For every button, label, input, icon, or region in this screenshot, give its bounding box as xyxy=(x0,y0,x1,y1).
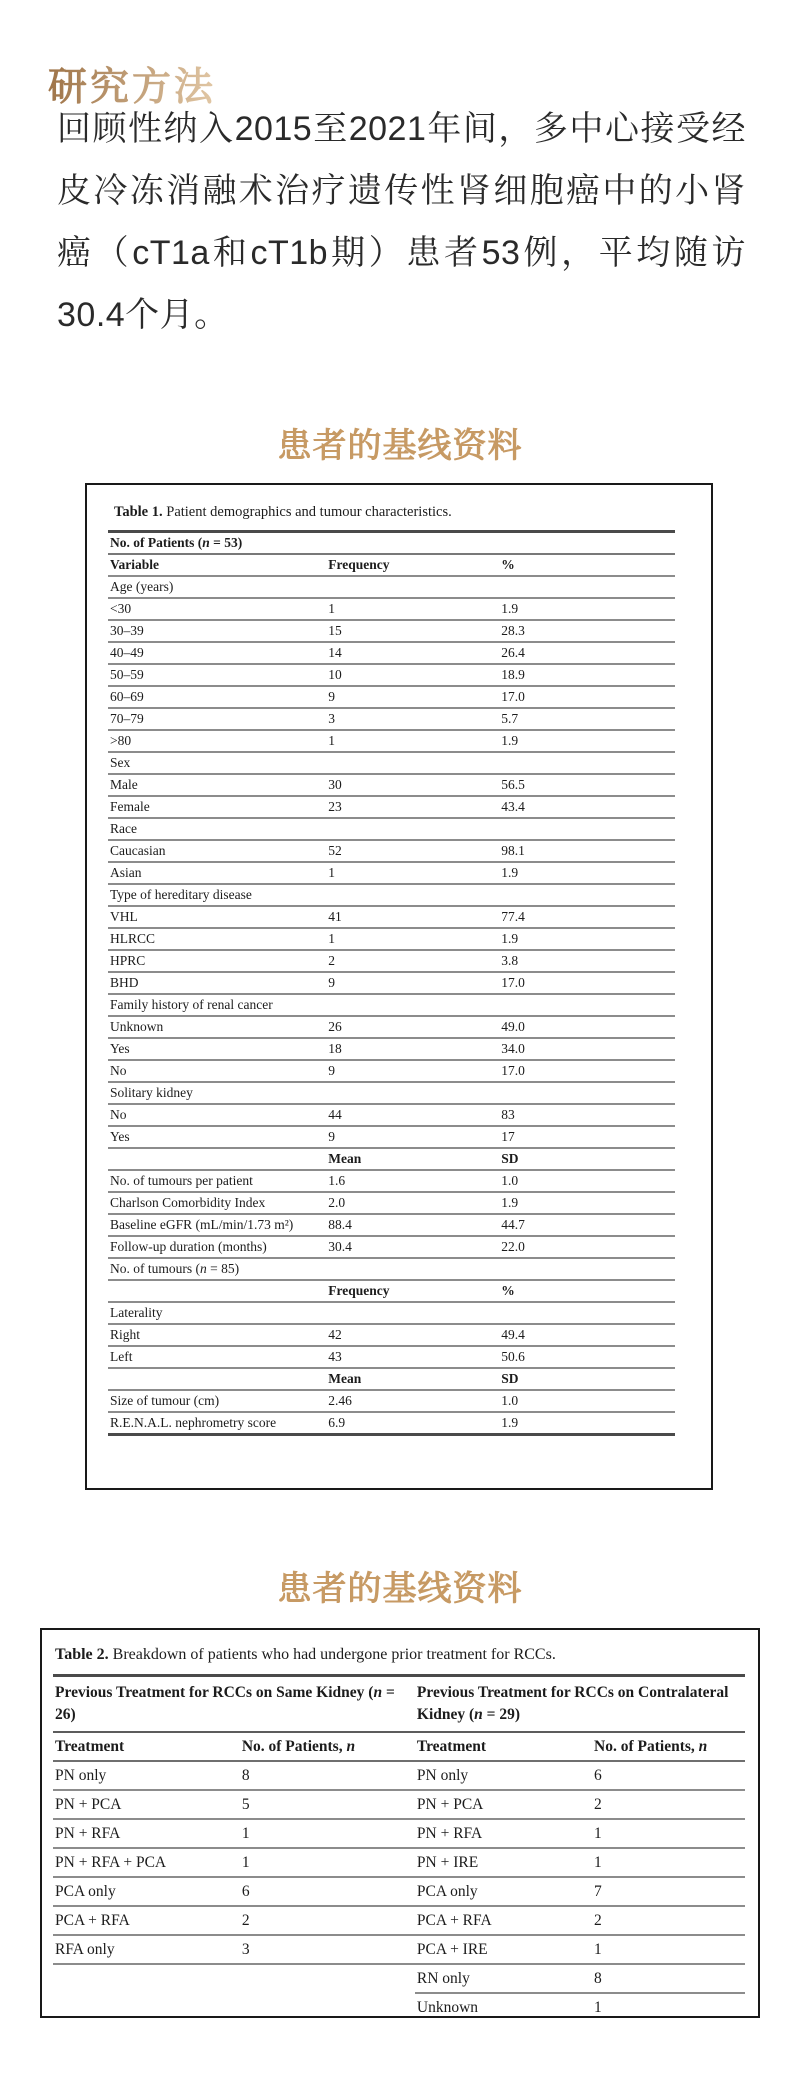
table1-row xyxy=(108,642,675,664)
table2-cell: 1 xyxy=(240,1819,415,1848)
table1-cell: Yes xyxy=(108,1038,326,1060)
table1-caption-label: Table 1. xyxy=(114,504,163,520)
table2-column-header: No. of Patients, n xyxy=(240,1732,415,1761)
table2-row xyxy=(53,1848,745,1877)
table1-cell: 30–39 xyxy=(108,620,326,642)
table2-cell: RN only xyxy=(415,1964,592,1993)
table1-cell: 1.9 xyxy=(499,1412,675,1435)
table1-row xyxy=(108,972,675,994)
table1-row xyxy=(108,598,675,620)
table1-cell: Mean xyxy=(326,1148,499,1170)
table2-cell xyxy=(53,1993,240,2018)
table1-cell: 17.0 xyxy=(499,1060,675,1082)
table1-row xyxy=(108,576,675,598)
table1-cell: Mean xyxy=(326,1368,499,1390)
table1-cell: Size of tumour (cm) xyxy=(108,1390,326,1412)
table1-cell: 17.0 xyxy=(499,686,675,708)
table2-cell: PN only xyxy=(53,1761,240,1790)
table1-cell: 6.9 xyxy=(326,1412,499,1435)
table1-row xyxy=(108,906,675,928)
table1-cell: 3.8 xyxy=(499,950,675,972)
table1-cell: SD xyxy=(499,1148,675,1170)
table2-cell: PN + PCA xyxy=(415,1790,592,1819)
table1-cell: 18.9 xyxy=(499,664,675,686)
table1-row xyxy=(108,1170,675,1192)
table2-cell: PN + IRE xyxy=(415,1848,592,1877)
table2-cell xyxy=(53,1964,240,1993)
table1-cell: SD xyxy=(499,1368,675,1390)
table2-column-header-row xyxy=(53,1732,745,1761)
table1-cell: 28.3 xyxy=(499,620,675,642)
table2-cell: 6 xyxy=(592,1761,745,1790)
table2-cell: 3 xyxy=(240,1935,415,1964)
table1-cell: 60–69 xyxy=(108,686,326,708)
table2-cell xyxy=(240,1964,415,1993)
table1-cell: 3 xyxy=(326,708,499,730)
table1-cell: 2.46 xyxy=(326,1390,499,1412)
table1-cell: 1 xyxy=(326,730,499,752)
table2-cell: 1 xyxy=(592,1993,745,2018)
table1-cell: 1 xyxy=(326,598,499,620)
table1-cell: 5.7 xyxy=(499,708,675,730)
table1 xyxy=(108,530,675,1436)
table2-cell: 2 xyxy=(240,1906,415,1935)
table1-cell: 44 xyxy=(326,1104,499,1126)
table1-row xyxy=(108,1390,675,1412)
table1-cell: 49.0 xyxy=(499,1016,675,1038)
table1-cell: 1.0 xyxy=(499,1170,675,1192)
table2-cell: Unknown xyxy=(415,1993,592,2018)
table1-cell: No. of tumours per patient xyxy=(108,1170,326,1192)
table2-cell: 2 xyxy=(592,1790,745,1819)
table1-cell: 26 xyxy=(326,1016,499,1038)
table2-cell: PN + PCA xyxy=(53,1790,240,1819)
table1-row xyxy=(108,1104,675,1126)
table1-cell: 98.1 xyxy=(499,840,675,862)
table1-cell: Frequency xyxy=(326,1280,499,1302)
table1-cell: 1.9 xyxy=(499,862,675,884)
table1-figure xyxy=(85,483,713,1490)
table2-cell: PN + RFA xyxy=(53,1819,240,1848)
table2-column-header: Treatment xyxy=(415,1732,592,1761)
table1-row xyxy=(108,950,675,972)
table1-cell: Sex xyxy=(108,752,675,774)
table2-cell: PCA only xyxy=(53,1877,240,1906)
table1-cell: 1 xyxy=(326,862,499,884)
table1-row xyxy=(108,1148,675,1170)
table1-cell: 56.5 xyxy=(499,774,675,796)
table1-cell: 2.0 xyxy=(326,1192,499,1214)
table1-cell: 70–79 xyxy=(108,708,326,730)
table1-cell: Solitary kidney xyxy=(108,1082,675,1104)
table1-row xyxy=(108,620,675,642)
table2-cell: PN only xyxy=(415,1761,592,1790)
table1-cell: Female xyxy=(108,796,326,818)
table1-row xyxy=(108,994,675,1016)
table2-column-header: No. of Patients, n xyxy=(592,1732,745,1761)
table1-cell: BHD xyxy=(108,972,326,994)
table1-cell: 77.4 xyxy=(499,906,675,928)
table1-row xyxy=(108,840,675,862)
table1-cell xyxy=(108,1280,326,1302)
table1-row xyxy=(108,730,675,752)
table1-cell: 49.4 xyxy=(499,1324,675,1346)
table1-row xyxy=(108,1060,675,1082)
table1-cell: 14 xyxy=(326,642,499,664)
table1-cell: 41 xyxy=(326,906,499,928)
table1-row xyxy=(108,1258,675,1280)
table1-row xyxy=(108,1346,675,1368)
table2-row xyxy=(53,1819,745,1848)
table2-cell: PN + RFA xyxy=(415,1819,592,1848)
table1-cell: Baseline eGFR (mL/min/1.73 m²) xyxy=(108,1214,326,1236)
methods-paragraph: 回顾性纳入2015至2021年间，多中心接受经皮冷冻消融术治疗遗传性肾细胞癌中的小肾癌（cT1a和cT1b期）患者53例，平均随访30.4个月。 xyxy=(57,110,746,334)
table1-cell: 9 xyxy=(326,972,499,994)
table1-cell: % xyxy=(499,1280,675,1302)
table2-caption-label: Table 2. xyxy=(55,1646,109,1663)
table2-caption-text: Breakdown of patients who had undergone prior treatment for RCCs. xyxy=(108,1646,556,1663)
table1-cell: Type of hereditary disease xyxy=(108,884,675,906)
table2-cell: 1 xyxy=(240,1848,415,1877)
table1-row xyxy=(108,1192,675,1214)
table1-cell: % xyxy=(499,554,675,576)
table1-cell: Follow-up duration (months) xyxy=(108,1236,326,1258)
table1-row xyxy=(108,686,675,708)
table2-row xyxy=(53,1935,745,1964)
table1-cell: Age (years) xyxy=(108,576,675,598)
table2-cell: 1 xyxy=(592,1848,745,1877)
table1-cell: 34.0 xyxy=(499,1038,675,1060)
table1-cell: Variable xyxy=(108,554,326,576)
table1-cell: 26.4 xyxy=(499,642,675,664)
table1-cell: 42 xyxy=(326,1324,499,1346)
table1-cell: 18 xyxy=(326,1038,499,1060)
table2-body xyxy=(53,1676,745,2019)
table1-cell: Race xyxy=(108,818,675,840)
table1-cell: 23 xyxy=(326,796,499,818)
table1-cell: 30.4 xyxy=(326,1236,499,1258)
table1-cell xyxy=(108,1368,326,1390)
table1-cell: 17 xyxy=(499,1126,675,1148)
table1-row xyxy=(108,1412,675,1435)
table1-row xyxy=(108,796,675,818)
table1-cell: 1 xyxy=(326,928,499,950)
section-heading-baseline-2: 患者的基线资料 xyxy=(277,1570,523,1608)
table1-cell: Yes xyxy=(108,1126,326,1148)
table1-row xyxy=(108,1236,675,1258)
table1-cell: 40–49 xyxy=(108,642,326,664)
table1-row xyxy=(108,554,675,576)
table1-cell xyxy=(108,1148,326,1170)
table2-figure xyxy=(40,1628,760,2018)
table2-cell: PCA + IRE xyxy=(415,1935,592,1964)
table1-row xyxy=(108,1214,675,1236)
table1-cell: 44.7 xyxy=(499,1214,675,1236)
table1-cell: No xyxy=(108,1104,326,1126)
table1-cell: Unknown xyxy=(108,1016,326,1038)
table1-cell: >80 xyxy=(108,730,326,752)
table1-cell: 1.9 xyxy=(499,928,675,950)
table1-cell: 88.4 xyxy=(326,1214,499,1236)
table2-row xyxy=(53,1993,745,2018)
table2-cell: 6 xyxy=(240,1877,415,1906)
table1-cell: No xyxy=(108,1060,326,1082)
table2-cell: 1 xyxy=(592,1935,745,1964)
table2-cell: 1 xyxy=(592,1819,745,1848)
table1-row xyxy=(108,752,675,774)
table1-cell: 9 xyxy=(326,1126,499,1148)
table1-cell: 15 xyxy=(326,620,499,642)
table1-cell: 50–59 xyxy=(108,664,326,686)
table1-caption-text: Patient demographics and tumour characteristics. xyxy=(162,504,452,520)
table1-caption xyxy=(114,504,675,521)
table2-group-header-row xyxy=(53,1676,745,1733)
table1-cell: HLRCC xyxy=(108,928,326,950)
table1-row xyxy=(108,664,675,686)
table1-row xyxy=(108,1082,675,1104)
table2-row xyxy=(53,1906,745,1935)
table1-cell: HPRC xyxy=(108,950,326,972)
table1-cell: 2 xyxy=(326,950,499,972)
table1-cell: <30 xyxy=(108,598,326,620)
table1-row xyxy=(108,1302,675,1324)
table2-group-header: Previous Treatment for RCCs on Contralateral Kidney (n = 29) xyxy=(415,1676,745,1733)
table1-cell: Asian xyxy=(108,862,326,884)
table1-cell: 43.4 xyxy=(499,796,675,818)
table1-row xyxy=(108,774,675,796)
table1-cell: 1.9 xyxy=(499,1192,675,1214)
table1-cell: VHL xyxy=(108,906,326,928)
table1-cell: 52 xyxy=(326,840,499,862)
table1-row xyxy=(108,884,675,906)
table2-cell: 5 xyxy=(240,1790,415,1819)
table1-cell: 9 xyxy=(326,686,499,708)
table1-cell: 17.0 xyxy=(499,972,675,994)
table2-row xyxy=(53,1790,745,1819)
table2-cell: 8 xyxy=(592,1964,745,1993)
table2-cell: 8 xyxy=(240,1761,415,1790)
table1-cell: 1.9 xyxy=(499,730,675,752)
table1-body xyxy=(108,532,675,1435)
table2-column-header: Treatment xyxy=(53,1732,240,1761)
section-heading-baseline-1: 患者的基线资料 xyxy=(277,427,523,465)
table1-cell: Right xyxy=(108,1324,326,1346)
table1-row xyxy=(108,1324,675,1346)
table1-row xyxy=(108,928,675,950)
table1-row xyxy=(108,1038,675,1060)
table2-row xyxy=(53,1877,745,1906)
methods-section-title: 研究方法 xyxy=(48,56,216,112)
table1-row xyxy=(108,1126,675,1148)
table2-cell: PCA + RFA xyxy=(415,1906,592,1935)
table1-cell: 1.6 xyxy=(326,1170,499,1192)
table2 xyxy=(53,1674,745,2018)
table1-cell: Charlson Comorbidity Index xyxy=(108,1192,326,1214)
table1-row xyxy=(108,1368,675,1390)
table1-cell: 50.6 xyxy=(499,1346,675,1368)
table1-cell: 43 xyxy=(326,1346,499,1368)
table1-cell: R.E.N.A.L. nephrometry score xyxy=(108,1412,326,1435)
table2-cell: PCA only xyxy=(415,1877,592,1906)
table1-cell: 30 xyxy=(326,774,499,796)
table1-row xyxy=(108,862,675,884)
table1-cell: Caucasian xyxy=(108,840,326,862)
table1-cell: 22.0 xyxy=(499,1236,675,1258)
table1-row xyxy=(108,532,675,555)
table2-cell: PN + RFA + PCA xyxy=(53,1848,240,1877)
table1-cell: Laterality xyxy=(108,1302,675,1324)
table2-row xyxy=(53,1761,745,1790)
table1-cell: Left xyxy=(108,1346,326,1368)
table1-row xyxy=(108,1016,675,1038)
table1-row xyxy=(108,818,675,840)
table2-caption xyxy=(55,1645,745,1664)
table1-cell: 1.0 xyxy=(499,1390,675,1412)
table2-cell: 2 xyxy=(592,1906,745,1935)
table2-cell xyxy=(240,1993,415,2018)
table1-cell: Family history of renal cancer xyxy=(108,994,675,1016)
table1-cell: 83 xyxy=(499,1104,675,1126)
table2-cell: 7 xyxy=(592,1877,745,1906)
table1-row xyxy=(108,1280,675,1302)
table1-cell: Male xyxy=(108,774,326,796)
table1-cell: 10 xyxy=(326,664,499,686)
table2-cell: PCA + RFA xyxy=(53,1906,240,1935)
table1-row xyxy=(108,708,675,730)
table2-group-header: Previous Treatment for RCCs on Same Kidney (n = 26) xyxy=(53,1676,415,1733)
table1-cell: Frequency xyxy=(326,554,499,576)
table2-row xyxy=(53,1964,745,1993)
table1-cell: 9 xyxy=(326,1060,499,1082)
table2-cell: RFA only xyxy=(53,1935,240,1964)
table1-cell: No. of tumours (n = 85) xyxy=(108,1258,675,1280)
table1-cell: 1.9 xyxy=(499,598,675,620)
table1-cell: No. of Patients (n = 53) xyxy=(108,532,675,555)
